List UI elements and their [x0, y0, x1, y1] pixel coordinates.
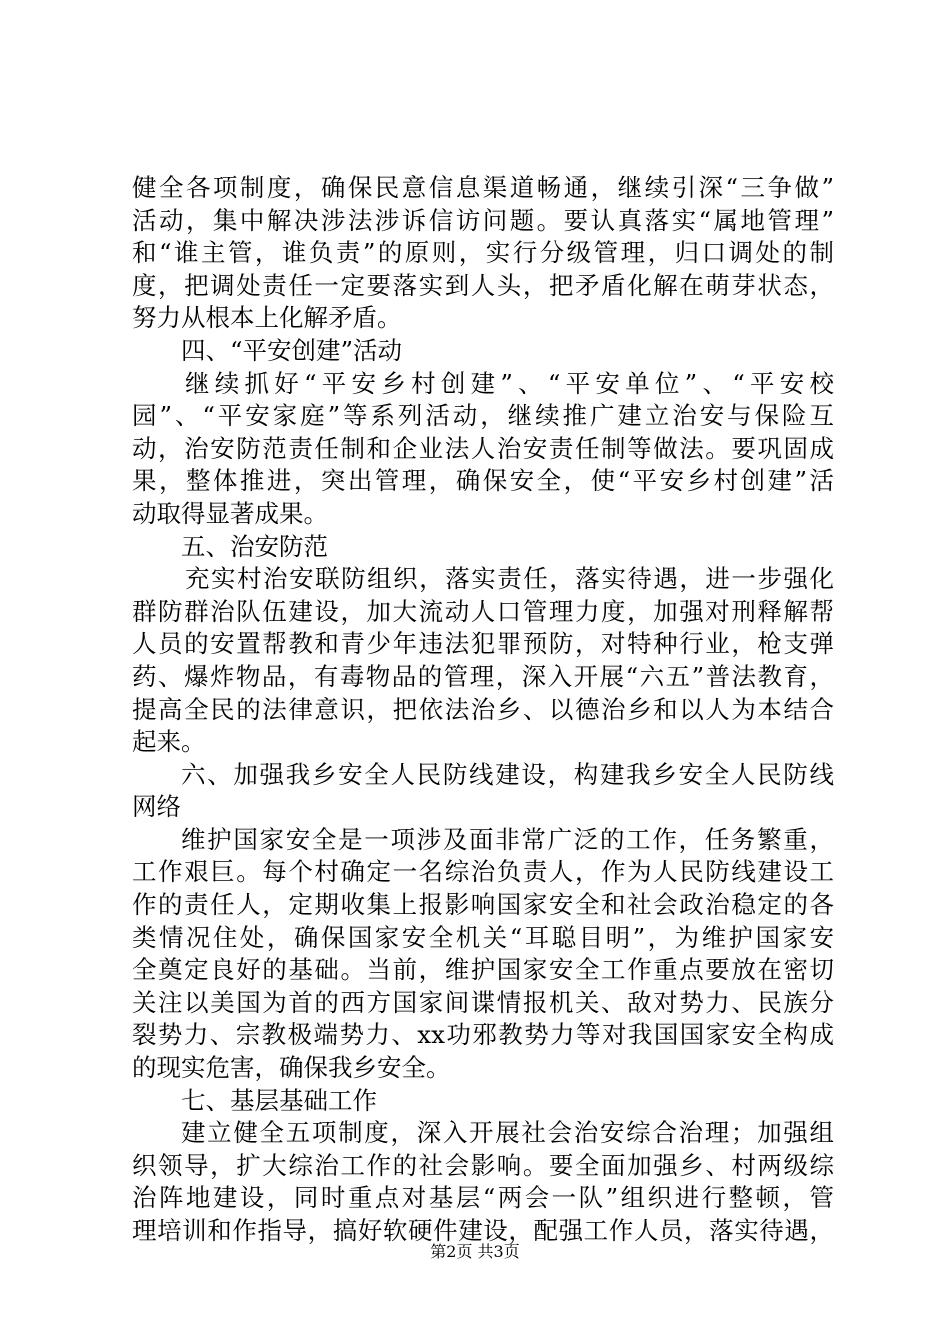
text-line: 继续抓好“平安乡村创建”、“平安单位”、“平安校 [185, 368, 834, 398]
text-line: 类情况住处，确保国家安全机关“耳聪目明”，为维护国家安 [132, 922, 834, 952]
text-line: 治阵地建设，同时重点对基层“两会一队”组织进行整顿，管 [132, 1183, 834, 1213]
text-line: 度，把调处责任一定要落实到人头，把矛盾化解在萌芽状态， [132, 270, 834, 300]
text-line: 充实村治安联防组织，落实责任，落实待遇，进一步强化 [185, 564, 834, 594]
text-line: 维护国家安全是一项涉及面非常广泛的工作，任务繁重， [181, 824, 834, 854]
text-line: 人员的安置帮教和青少年违法犯罪预防，对特种行业，枪支弹 [132, 629, 834, 659]
section-heading: 六、加强我乡安全人民防线建设，构建我乡安全人民防线 [181, 759, 834, 789]
text-line: 起来。 [132, 727, 206, 757]
text-line: 动，治安防范责任制和企业法人治安责任制等做法。要巩固成 [132, 433, 834, 463]
text-line: 园”、“平安家庭”等系列活动，继续推广建立治安与保险互 [132, 401, 834, 431]
text-line: 网络 [132, 792, 181, 822]
section-heading: 五、治安防范 [181, 531, 328, 561]
page-footer [0, 1242, 950, 1262]
section-heading: 七、基层基础工作 [181, 1085, 377, 1115]
text-line: 织领导，扩大综治工作的社会影响。要全面加强乡、村两级综 [132, 1150, 834, 1180]
text-line: 药、爆炸物品，有毒物品的管理，深入开展“六五”普法教育， [132, 661, 834, 691]
text-line: 果，整体推进，突出管理，确保安全，使“平安乡村创建”活 [132, 466, 834, 496]
text-line: 理培训和作指导，搞好软硬件建设，配强工作人员，落实待遇， [132, 1216, 834, 1245]
document-body [132, 172, 834, 1248]
text-line: 动取得显著成果。 [132, 498, 328, 528]
text-line: 作的责任人，定期收集上报影响国家安全和社会政治稳定的各 [132, 890, 834, 920]
page-number-label: 第2页 共3页 [430, 1242, 520, 1261]
text-line: 活动，集中解决涉法涉诉信访问题。要认真落实“属地管理” [132, 205, 834, 235]
text-line: 建立健全五项制度，深入开展社会治安综合治理；加强组 [181, 1118, 834, 1148]
text-line: 关注以美国为首的西方国家间谍情报机关、敌对势力、民族分 [132, 987, 834, 1017]
text-line: 全奠定良好的基础。当前，维护国家安全工作重点要放在密切 [132, 955, 834, 985]
text-line: 工作艰巨。每个村确定一名综治负责人，作为人民防线建设工 [132, 857, 834, 887]
text-line: 努力从根本上化解矛盾。 [132, 303, 402, 333]
text-line: 裂势力、宗教极端势力、xx功邪教势力等对我国国家安全构成 [132, 1020, 834, 1050]
text-line: 提高全民的法律意识，把依法治乡、以德治乡和以人为本结合 [132, 694, 834, 724]
text-line: 的现实危害，确保我乡安全。 [132, 1053, 451, 1083]
text-line: 和“谁主管，谁负责”的原则，实行分级管理，归口调处的制 [132, 238, 834, 268]
text-line: 健全各项制度，确保民意信息渠道畅通，继续引深“三争做” [132, 173, 834, 202]
text-line: 群防群治队伍建设，加大流动人口管理力度，加强对刑释解帮 [132, 596, 834, 626]
section-heading: 四、“平安创建”活动 [181, 335, 403, 365]
